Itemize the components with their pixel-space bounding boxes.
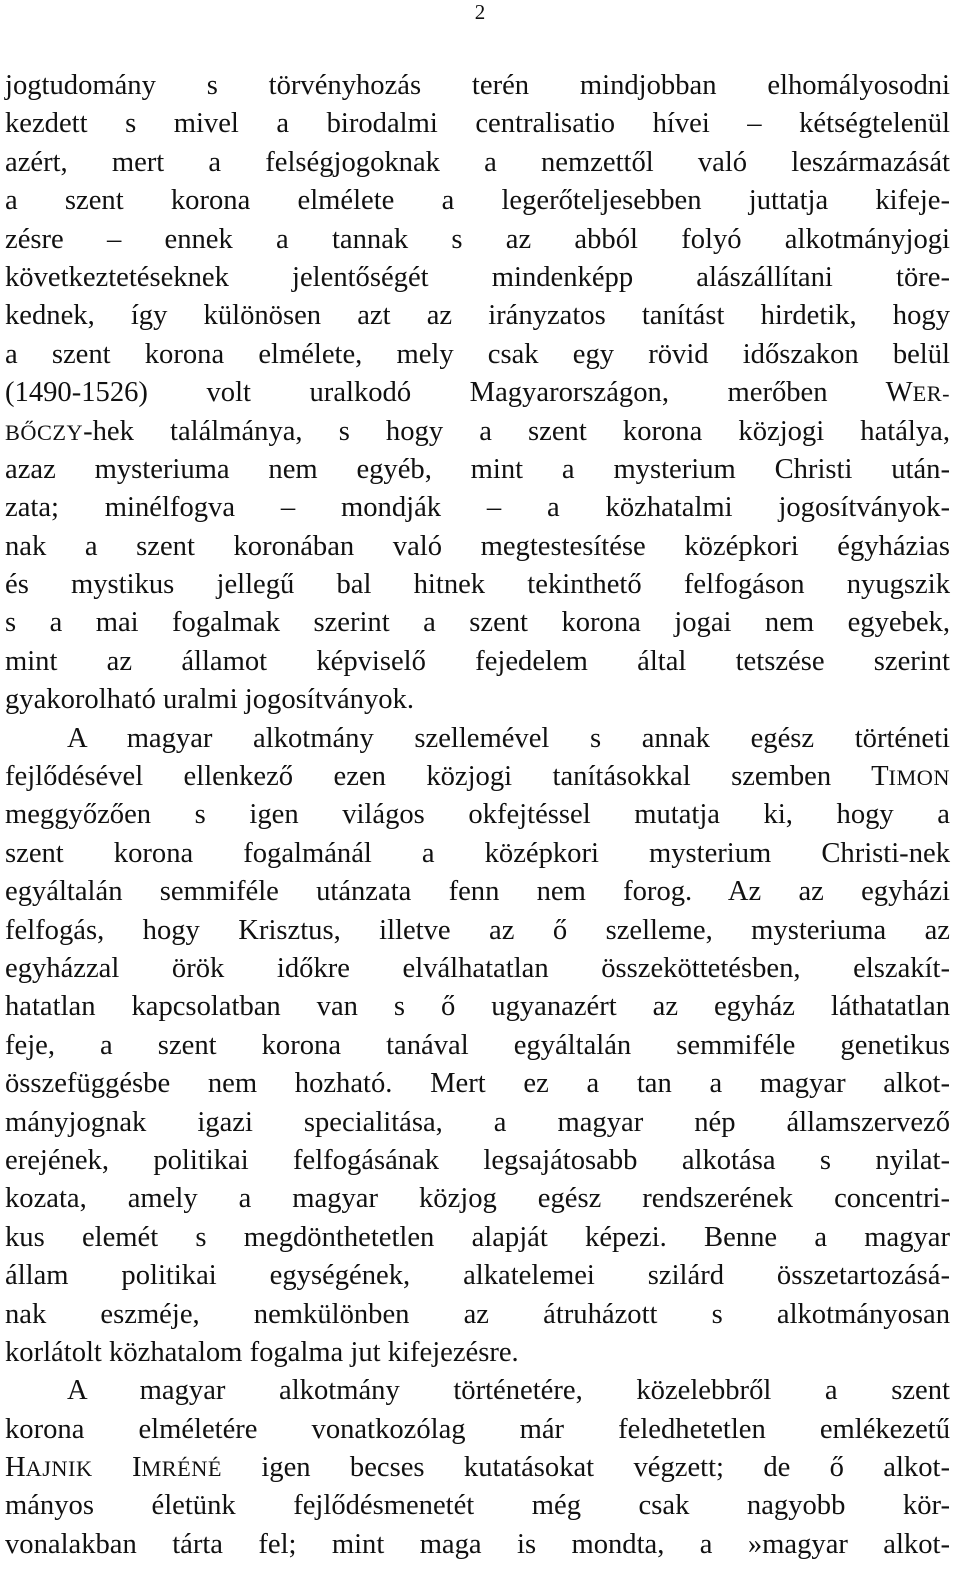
text-line: gyakorolható uralmi jogosítványok.: [5, 684, 414, 716]
text-line: vonalakban tárta fel; mint maga is mondta, a »magyar alkot-: [5, 1528, 950, 1560]
text-line: BŐCZY-hek találmánya, s hogy a szent korona közjogi hatálya,: [5, 415, 950, 447]
text-line: korona elméletére vonatkozólag már feledhetetlen emlékezetű: [5, 1413, 950, 1445]
text-line: (1490-1526) volt uralkodó Magyarországon, merőben WER-: [5, 377, 950, 409]
text-line: mányos életünk fejlődésmenetét még csak nagyobb kör-: [5, 1490, 950, 1522]
text-line: a szent korona elmélete, mely csak egy rövid időszakon belül: [5, 338, 950, 370]
text-line: nak a szent koronában való megtestesítése középkori égyházias: [5, 530, 950, 562]
text-line: zata; minélfogva – mondják – a közhatalmi jogosítványok-: [5, 492, 950, 524]
text-line: a szent korona elmélete a legerőteljesebben juttatja kifeje-: [5, 185, 950, 217]
text-line: kezdett s mivel a birodalmi centralisatio hívei – kétségtelenül: [5, 108, 950, 140]
text-line: korlátolt közhatalom fogalma jut kifejezésre.: [5, 1336, 519, 1368]
text-line: A magyar alkotmány szellemével s annak egész történeti: [67, 722, 950, 754]
text-line: hatatlan kapcsolatban van s ő ugyanazért az egyház láthatatlan: [5, 991, 950, 1023]
text-line: jogtudomány s törvényhozás terén mindjobban elhomályosodni: [5, 70, 950, 101]
page-number: 2: [474, 0, 486, 24]
text-line: mányjognak igazi specialitása, a magyar nép államszervező: [5, 1106, 950, 1138]
text-line: erejének, politikai felfogásának legsajátosabb alkotása s nyilat-: [5, 1144, 950, 1176]
text-line: A magyar alkotmány történetére, közelebbről a szent: [67, 1375, 950, 1407]
text-line: egyházzal örök időkre elválhatatlan összeköttetésben, elszakít-: [5, 952, 950, 984]
text-line: s a mai fogalmak szerint a szent korona jogai nem egyebek,: [5, 607, 950, 639]
body-text: [5, 67, 950, 1564]
text-line: kozata, amely a magyar közjog egész rendszerének concentri-: [5, 1183, 950, 1215]
text-line: meggyőzően s igen világos okfejtéssel mutatja ki, hogy a: [5, 799, 950, 831]
text-line: fejlődésével ellenkező ezen közjogi tanításokkal szemben TIMON: [5, 761, 950, 793]
text-line: állam politikai egységének, alkatelemei szilárd összetartozásá-: [5, 1260, 950, 1292]
text-line: nak eszméje, nemkülönben az átruházott s alkotmányosan: [5, 1298, 950, 1330]
text-line: kednek, így különösen azt az irányzatos tanítást hirdetik, hogy: [5, 300, 950, 332]
text-line: HAJNIK IMRÉNÉ igen becses kutatásokat végzett; de ő alkot-: [5, 1452, 950, 1484]
text-line: azaz mysteriuma nem egyéb, mint a mysterium Christi után-: [5, 453, 950, 485]
text-line: következtetéseknek jelentőségét mindenképp alászállítani töre-: [5, 261, 950, 293]
text-line: egyáltalán semmiféle utánzata fenn nem forog. Az az egyházi: [5, 876, 950, 908]
text-line: szent korona fogalmánál a középkori mysterium Christi-nek: [5, 837, 950, 869]
text-line: feje, a szent korona tanával egyáltalán semmiféle genetikus: [5, 1029, 950, 1061]
text-line: kus elemét s megdönthetetlen alapját képezi. Benne a magyar: [5, 1221, 950, 1253]
text-line: felfogás, hogy Krisztus, illetve az ő szelleme, mysteriuma az: [5, 914, 950, 946]
text-line: azért, mert a felségjogoknak a nemzettől való leszármazását: [5, 146, 950, 178]
text-line: zésre – ennek a tannak s az abból folyó alkotmányjogi: [5, 223, 950, 255]
text-line: mint az államot képviselő fejedelem által tetszése szerint: [5, 645, 950, 677]
text-line: és mystikus jellegű bal hitnek tekinthető felfogáson nyugszik: [5, 569, 950, 601]
text-line: összefüggésbe nem hozható. Mert ez a tan a magyar alkot-: [5, 1068, 950, 1100]
